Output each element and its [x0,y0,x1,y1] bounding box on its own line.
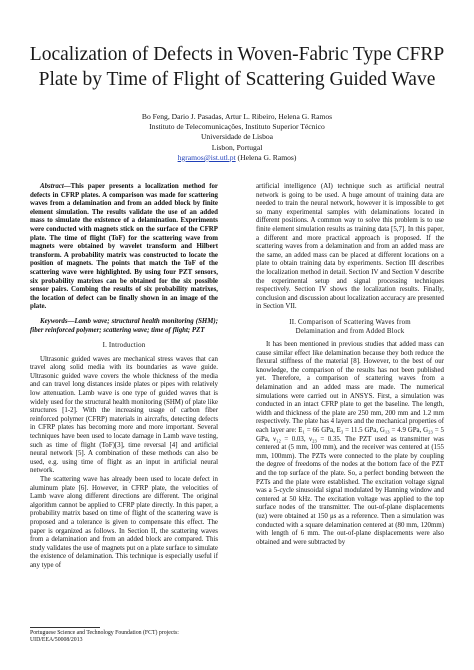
footnote-line-1: Portuguese Science and Technology Foundation (FCT) projects: [30,630,179,636]
title-line-2: Plate by Time of Flight of Scattering Guided Wave [38,69,436,90]
section-heading-introduction: I. Introduction [102,342,146,350]
left-column [30,183,218,571]
footnote-line-2: UID/EEA/50008/2013 [30,637,83,643]
intro-paragraph-1: Ultrasonic guided waves are mechanical stress waves that can travel along solid media with its boundaries as wave guide. Ultrasonic guided wave covers the whole thickness of the media and can travel long distances inside plates or pipes with relatively low attenuation. Lamb wave is one type of guided waves that is widely used for the structural health monitoring (SHM) of plate like structures [1-2]. With the increasing usage of carbon fiber reinforced polymer (CFRP) materials in aircrafts, detecting defects in CFRP plates has becoming more and more important. Several techniques have been used to locate damage in Lamb wave testing, such as time of flight (ToF)[3], time reversal [4] and artificial neural network [5]. A combination of these methods can also be used, e.g. using time of flight as an input in artificial neural network. [30,355,218,475]
intro-paragraph-3: artificial intelligence (AI) technique such as artificial neutral network is going to be used. A huge amount of training data are needed to train the neural network, however it is impossible to get so many experimental samples with delaminations located in different positions. A common way to solve this problem is to use finite element simulation results as training data [5,7]. In this paper, a different and more practical approach is proposed. If the scattering waves from a delamination and from an added mass are the same, an added mass can be placed at different locations on a plate to obtain training data by experiments. Section III describes the localization method in detail. Section IV and Section V describe the experimental setup and signal processing techniques respectively. Section IV shows the localization results. Finally, conclusion and discussion about localization accuracy are presented in Section VII. [256,183,444,311]
keywords [30,318,218,335]
author-affiliation: Instituto de Telecomunicações, Instituto Superior Técnico [149,122,325,132]
author-block [60,112,414,163]
paper-title [22,42,452,92]
author-email-suffix: (Helena G. Ramos) [235,152,297,162]
author-university: Universidade de Lisboa [200,132,274,142]
author-city: Lisbon, Portugal [211,142,263,152]
abstract-text: —This paper presents a localization method for defects in CFRP plates. A comparison was made for scattering waves from a delamination and from an added block by finite element simulation. The results validate the use of an added mass to simulate the existence of a delamination. Experiments were conducted with magnets stick on the surface of the CFRP plate. The time of flight (ToF) for the scattering wave from magnets were obtained by wavelet transform and Hilbert transform. A probability matrix was constructed to locate the position of magnets. The points that match the ToF of the scattering wave were highlighted. By using four PZT sensors, six probability matrixes can be obtained for the six possible sensor pairs. Combing the results of six probability matrixes, the location of defect can be finally shown in an image of the plate. [30,183,218,311]
section-heading-comparison-line-2: Delamination and from Added Block [295,327,405,335]
keywords-lead: Keywords [40,317,68,325]
abstract-lead: Abstract [40,183,64,190]
footnote [30,630,230,644]
author-email-link[interactable]: hgramos@ist.utl.pt [177,152,236,162]
abstract [30,183,218,312]
footnote-divider [30,627,100,628]
section-heading-comparison [256,319,444,336]
comparison-paragraph: It has been mentioned in previous studies that added mass can cause similar effect like delamination because they both reduce the flexural stiffness of the material [8]. However, to the best of our knowledge, the comparison of the results has not been published yet. Therefore, a comparison of scattering waves from a delamination and an added mass are made. The numerical simulations were carried out in ANSYS. First, a simulation was conducted in an intact CFRP plate to get the baseline. The length, width and thickness of the plate are 250 mm, 200 mm and 1.2 mm respectively. The plate has 4 layers and the mechanical properties of each layer are: E₁ = 66 GPa, E₃ = 11.5 GPa, G₁₃ = 4.9 GPa, G₂₃ = 5 GPa, ν₁₂ = 0.03, ν₂₃ = 0.35. The PZT used as transmitter was centered at (5 mm, 100 mm), and the receiver was centered at (155 mm, 100mm). The PZTs were connected to the plate by coupling the degree of freedoms of the nodes at the bottom face of the PZT and the top surface of the plate. So, a perfect bonding between the PZTs and the plate were established. The excitation voltage signal was a 5-cycle sinusoidal signal modulated by Hanning window and centered at 50 kHz. The excitation voltage was applied to the top surface nodes of the transmitter. The out-of-plane displacements (uz) were obtained at 150 μs as a reference. Then a simulation was conducted with a square delamination centered at (80 mm, 120mm) with length of 6 mm. The out-of-plane displacements were also obtained and were subtracted by [256,341,444,546]
author-names: Bo Feng, Dario J. Pasadas, Artur L. Ribeiro, Helena G. Ramos [141,112,333,121]
intro-paragraph-2: The scattering wave has already been used to locate defect in aluminum plate [6]. However, in CFRP plate, the velocities of Lamb wave along different directions are different. The original algorithm cannot be applied to CFRP plate directly. In this paper, a probability matrix based on time of flight of the scattering wave is proposed and a tolerance is given to compensate this effect. The paper is organized as follows. In Section II, the scattering waves from a delamination and from an added block are compared. This study validates the use of magnets put on a plate surface to simulate the existence of delamination. This technique is especially useful if any type of [30,476,218,569]
keywords-text: —Lamb wave; structural health monitoring (SHM); fiber reinforced polymer; scattering wave; time of flight; PZT [30,317,218,334]
title-line-1: Localization of Defects in Woven-Fabric Type CFRP [29,44,445,65]
author-contact [60,153,414,163]
right-column [256,183,444,547]
section-heading-comparison-line-1: II. Comparison of Scattering Waves from [289,318,411,326]
